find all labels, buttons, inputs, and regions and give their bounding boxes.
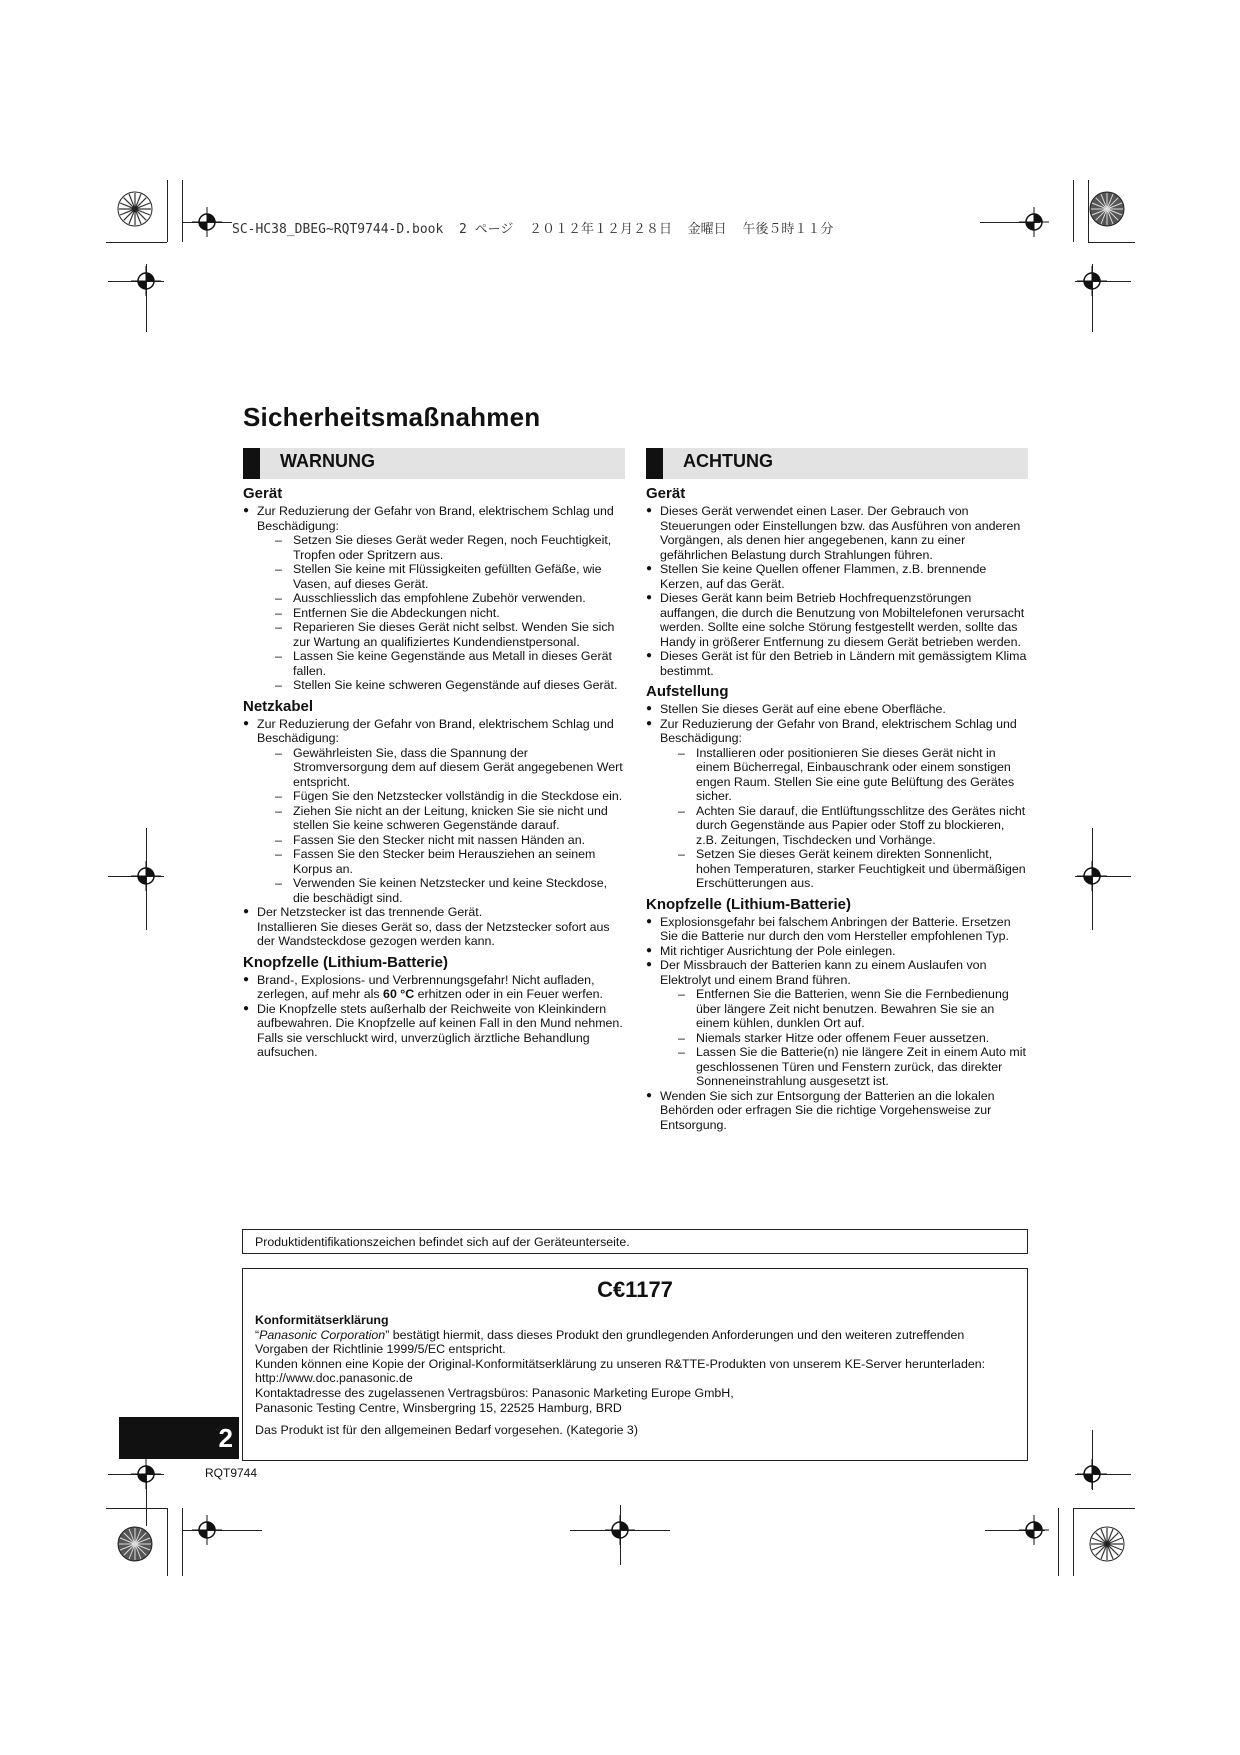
list-item: – Entfernen Sie die Abdeckungen nicht. [275,606,625,621]
registration-mark-icon [1019,207,1049,237]
list-item: – Fassen Sie den Stecker nicht mit nassen Händen an. [275,833,625,848]
list-item: – Verwenden Sie keinen Netzstecker und keine Steckdose, die beschädigt sind. [275,876,625,905]
bullet-text: Zur Reduzierung der Gefahr von Brand, elektrischem Schlag und Beschädigung: [257,716,614,745]
list-item [243,905,625,949]
print-header: SC-HC38_DBEG~RQT9744-D.book 2 ページ ２０１２年１２月２８日 金曜日 午後５時１１分 [232,222,834,237]
quote-open: “ [255,1327,260,1342]
list-item: ● Die Knopfzelle stets außerhalb der Reichweite von Kleinkindern aufbewahren. Die Knopfzelle auf keinen Fall in den Mund nehmen. Falls sie verschluckt wird, unverzüglich ärztliche Behandlung aufsuchen. [243,1002,625,1060]
bullet-text: Zur Reduzierung der Gefahr von Brand, elektrischem Schlag und Beschädigung: [257,504,614,533]
list-item: – Stellen Sie keine schweren Gegenstände auf dieses Gerät. [275,678,625,693]
list-item: – Lassen Sie die Batterie(n) nie längere Zeit in einem Auto mit geschlossenen Türen und Fenstern zurück, das direkter Sonneneinstrahlung ausgesetzt ist. [678,1045,1028,1089]
bullet-list [243,717,625,949]
list-item: – Niemals starker Hitze oder offenem Feuer aussetzen. [678,1031,1028,1046]
list-item [243,504,625,693]
category-note: Das Produkt ist für den allgemeinen Bedarf vorgesehen. (Kategorie 3) [255,1423,638,1438]
bullet-text: erhitzen oder in ein Feuer werfen. [417,987,603,1001]
section-heading-knopfzelle: Knopfzelle (Lithium-Batterie) [646,895,851,913]
registration-mark-icon [1019,1515,1049,1545]
document-code: RQT9744 [205,1466,258,1480]
list-item: – Stellen Sie keine mit Flüssigkeiten gefüllten Gefäße, wie Vasen, auf dieses Gerät. [275,562,625,591]
registration-mark-icon [1077,266,1107,296]
download-note: Kunden können eine Kopie der Original-Konformitätserklärung zu unseren R&TTE-Produkten von unserem KE-Server herunterladen: [255,1356,986,1371]
registration-mark-icon [1077,1459,1107,1489]
starburst-mark-icon [117,191,153,227]
list-item [243,717,625,906]
list-item: – Fügen Sie den Netzstecker vollständig in die Steckdose ein. [275,789,625,804]
starburst-mark-icon [1089,191,1125,227]
registration-mark-icon [131,1459,161,1489]
bullet-text: Der Missbrauch der Batterien kann zu einem Auslaufen von Elektrolyt und einem Brand führen. [660,958,987,987]
page-number: 2 [218,1423,233,1453]
list-item: – Ausschliesslich das empfohlene Zubehör verwenden. [275,591,625,606]
registration-mark-icon [192,1515,222,1545]
conformity-heading: Konformitätserklärung [255,1313,389,1327]
dash-list [660,746,1028,891]
list-item: ● Dieses Gerät kann beim Betrieb Hochfrequenzstörungen auffangen, die durch die Benutzung von Mobiltelefonen verursacht werden. Sollte eine solche Störung festgestellt werden, sollte das Handy in größerer Entfernung zu diesem Gerät betrieben werden. [646,591,1028,649]
starburst-mark-icon [117,1526,153,1562]
bullet-list [646,504,1028,678]
list-item [646,958,1028,1089]
doc-url: http://www.doc.panasonic.de [255,1371,413,1386]
banner-bar [646,448,663,479]
section-heading-geraet: Gerät [243,485,283,502]
registration-mark-icon [131,861,161,891]
achtung-banner [646,448,1028,479]
bullet-text: ● Der Netzstecker ist das trennende Gerät. [257,905,483,919]
warnung-label: WARNUNG [280,451,375,471]
dash-list [257,533,625,693]
warnung-banner [243,448,625,479]
registration-mark-icon [1077,861,1107,891]
achtung-label: ACHTUNG [683,451,773,471]
registration-mark-icon [131,266,161,296]
warnung-column [243,448,625,1060]
section-heading-geraet: Gerät [646,485,686,502]
bullet-text: Zur Reduzierung der Gefahr von Brand, elektrischem Schlag und Beschädigung: [660,716,1017,745]
list-item: – Gewährleisten Sie, dass die Spannung der Stromversorgung dem auf diesem Gerät angegebenen Wert entspricht. [275,746,625,790]
dash-list [660,987,1028,1089]
list-item: ● Explosionsgefahr bei falschem Anbringen der Batterie. Ersetzen Sie die Batterie nur durch den vom Hersteller empfohlenen Typ. [646,915,1028,944]
bullet-text: Brand-, Explosions- und Verbrennungsgefahr! Nicht aufladen, zerlegen, auf mehr als [257,972,595,1001]
section-heading-knopfzelle: Knopfzelle (Lithium-Batterie) [243,953,448,971]
starburst-mark-icon [1089,1526,1125,1562]
list-item: – Lassen Sie keine Gegenstände aus Metall in dieses Gerät fallen. [275,649,625,678]
list-item: – Achten Sie darauf, die Entlüftungsschlitze des Gerätes nicht durch Gegenstände aus Papier oder Stoff zu blockieren, z.B. Zeitungen, Tischdecken und Vorhänge. [678,804,1028,848]
bullet-list [243,973,625,1060]
bullet-text: Installieren Sie dieses Gerät so, dass der Netzstecker sofort aus der Wandsteckdose gezogen werden kann. [257,919,610,948]
list-item: ● Dieses Gerät ist für den Betrieb in Ländern mit gemässigtem Klima bestimmt. [646,649,1028,678]
registration-mark-icon [605,1515,635,1545]
banner-bar [243,448,260,479]
section-heading-netzkabel: Netzkabel [243,697,314,715]
statement-text: ” bestätigt hiermit, dass dieses Produkt den grundlegenden Anforderungen und den weiteren zutreffenden Vorgaben der Richtlinie 1999/5/EC entspricht. [255,1327,965,1357]
list-item [243,973,625,1002]
temperature-value: 60 °C [383,987,415,1001]
registration-mark-icon [192,207,222,237]
list-item: – Setzen Sie dieses Gerät keinem direkten Sonnenlicht, hohen Temperaturen, starker Feuchtigkeit und übermäßigen Erschütterungen aus. [678,847,1028,891]
bullet-list [646,702,1028,891]
section-heading-aufstellung: Aufstellung [646,683,729,700]
page-title: Sicherheitsmaßnahmen [243,402,541,432]
list-item: – Ziehen Sie nicht an der Leitung, knicken Sie sie nicht und stellen Sie keine schweren Gegenstände darauf. [275,804,625,833]
conformity-box [242,1268,1028,1461]
list-item: – Reparieren Sie dieses Gerät nicht selbst. Wenden Sie sich zur Wartung an qualifiziertes Kundendienstpersonal. [275,620,625,649]
achtung-column [646,448,1028,1132]
list-item: ● Wenden Sie sich zur Entsorgung der Batterien an die lokalen Behörden oder erfragen Sie die richtige Vorgehensweise zur Entsorgung. [646,1089,1028,1133]
bullet-list [646,915,1028,1133]
contact-line: Kontaktadresse des zugelassenen Vertragsbüros: Panasonic Marketing Europe GmbH, [255,1385,734,1400]
bullet-list [243,504,625,693]
list-item: – Fassen Sie den Stecker beim Herausziehen an seinem Korpus an. [275,847,625,876]
list-item: ● Stellen Sie keine Quellen offener Flammen, z.B. brennende Kerzen, auf das Gerät. [646,562,1028,591]
list-item: ● Stellen Sie dieses Gerät auf eine ebene Oberfläche. [646,702,1028,717]
contact-line: Panasonic Testing Centre, Winsbergring 15, 22525 Hamburg, BRD [255,1400,622,1415]
list-item: – Installieren oder positionieren Sie dieses Gerät nicht in einem Bücherregal, Einbauschrank oder einem sonstigen engen Raum. Stellen Sie eine gute Belüftung des Gerätes sicher. [678,746,1028,804]
product-id-note: Produktidentifikationszeichen befindet sich auf der Geräteunterseite. [242,1229,1028,1254]
list-item: ● Dieses Gerät verwendet einen Laser. Der Gebrauch von Steuerungen oder Einstellungen bzw. das Ausführen von anderen Vorgängen, als denen hier angegebenen, kann zu einer gefährlichen Belastung durch Strahlungen führen. [646,504,1028,562]
company-name: Panasonic Corporation [259,1327,386,1342]
list-item: – Setzen Sie dieses Gerät weder Regen, noch Feuchtigkeit, Tropfen oder Spritzern aus. [275,533,625,562]
list-item [646,717,1028,891]
conformity-statement [255,1328,1015,1357]
list-item: ● Mit richtiger Ausrichtung der Pole einlegen. [646,944,1028,959]
dash-list [257,746,625,906]
list-item: – Entfernen Sie die Batterien, wenn Sie die Fernbedienung über längere Zeit nicht benutzen. Bewahren Sie sie an einem kühlen, dunklen Ort auf. [678,987,1028,1031]
ce-mark: C€1177 [597,1277,673,1302]
page-number-tab [119,1417,239,1459]
